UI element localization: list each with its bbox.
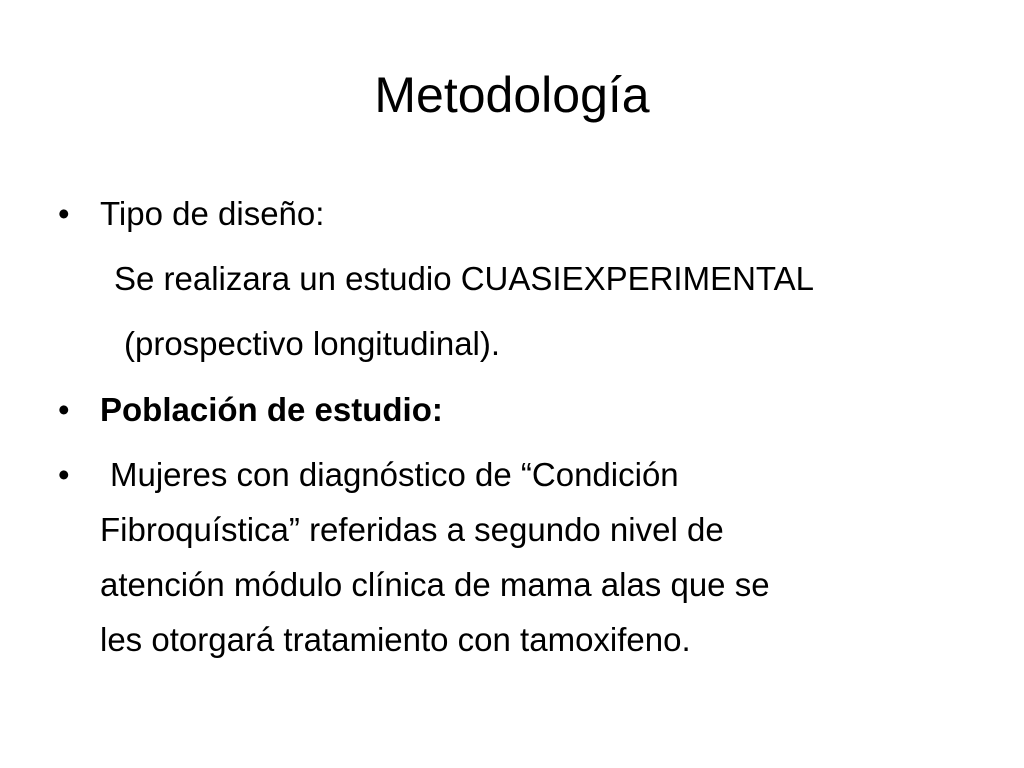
slide-title: Metodología — [374, 67, 650, 123]
bullet-icon: • — [58, 391, 70, 428]
design-description-line: (prospectivo longitudinal). — [124, 325, 501, 362]
bullet-label-design-type: Tipo de diseño: — [100, 195, 325, 232]
population-description-line: les otorgará tratamiento con tamoxifeno. — [100, 621, 691, 658]
bullet-icon: • — [58, 195, 70, 232]
population-description-line: Fibroquística” referidas a segundo nivel de — [100, 511, 724, 548]
population-description-line: Mujeres con diagnóstico de “Condición — [110, 456, 679, 493]
bullet-label-study-population: Población de estudio: — [100, 391, 443, 428]
design-description-line: Se realizara un estudio CUASIEXPERIMENTAL — [114, 260, 815, 297]
population-description-line: atención módulo clínica de mama alas que se — [100, 566, 770, 603]
bullet-icon: • — [58, 456, 70, 493]
